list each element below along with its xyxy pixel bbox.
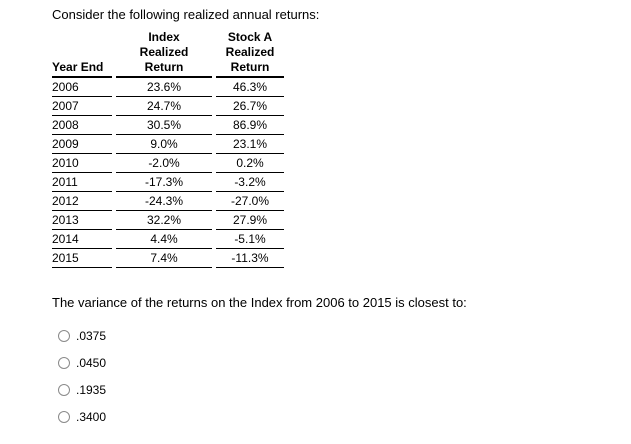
index-return-cell: 4.4%: [116, 230, 212, 249]
stock-return-cell: 23.1%: [216, 135, 284, 154]
answer-option-2[interactable]: [58, 349, 106, 376]
table-row: [52, 135, 284, 154]
index-return-cell: 30.5%: [116, 116, 212, 135]
table-row: [52, 230, 284, 249]
intro-text: Consider the following realized annual returns:: [52, 7, 320, 22]
answer-option-4[interactable]: [58, 403, 106, 430]
radio-button[interactable]: [58, 330, 70, 342]
index-return-cell: 32.2%: [116, 211, 212, 230]
answer-option-label: .0450: [76, 355, 107, 370]
table-row: [52, 249, 284, 268]
stock-return-cell: 46.3%: [216, 77, 284, 97]
year-end-header: Year End: [52, 30, 112, 77]
year-cell: 2014: [52, 230, 112, 249]
answer-option-3[interactable]: [58, 376, 106, 403]
radio-button[interactable]: [58, 384, 70, 396]
year-cell: 2011: [52, 173, 112, 192]
index-return-cell: 24.7%: [116, 97, 212, 116]
table-row: [52, 77, 284, 97]
answer-option-1[interactable]: [58, 322, 106, 349]
answer-option-label: .0375: [76, 328, 107, 343]
answer-option-label: .1935: [76, 382, 107, 397]
question-text: The variance of the returns on the Index from 2006 to 2015 is closest to:: [52, 295, 467, 310]
year-cell: 2007: [52, 97, 112, 116]
index-return-cell: -17.3%: [116, 173, 212, 192]
year-cell: 2008: [52, 116, 112, 135]
answer-option-label: .3400: [76, 409, 107, 424]
index-return-header: Index Realized Return: [116, 30, 212, 77]
table-row: [52, 154, 284, 173]
index-return-cell: -24.3%: [116, 192, 212, 211]
returns-table: [52, 30, 284, 268]
index-return-cell: 9.0%: [116, 135, 212, 154]
stock-return-cell: 27.9%: [216, 211, 284, 230]
stock-return-cell: -27.0%: [216, 192, 284, 211]
stock-return-cell: -5.1%: [216, 230, 284, 249]
year-cell: 2010: [52, 154, 112, 173]
radio-button[interactable]: [58, 357, 70, 369]
table-header-row: [52, 30, 284, 77]
year-cell: 2009: [52, 135, 112, 154]
answer-options: [58, 322, 106, 430]
index-return-cell: 23.6%: [116, 77, 212, 97]
stock-return-cell: -11.3%: [216, 249, 284, 268]
table-row: [52, 173, 284, 192]
stock-return-cell: -3.2%: [216, 173, 284, 192]
stock-a-return-header: Stock A Realized Return: [216, 30, 284, 77]
stock-return-cell: 26.7%: [216, 97, 284, 116]
year-cell: 2015: [52, 249, 112, 268]
year-cell: 2012: [52, 192, 112, 211]
index-return-cell: 7.4%: [116, 249, 212, 268]
year-cell: 2006: [52, 77, 112, 97]
table-row: [52, 211, 284, 230]
year-cell: 2013: [52, 211, 112, 230]
table-row: [52, 97, 284, 116]
stock-return-cell: 86.9%: [216, 116, 284, 135]
radio-button[interactable]: [58, 411, 70, 423]
index-return-cell: -2.0%: [116, 154, 212, 173]
table-row: [52, 116, 284, 135]
stock-return-cell: 0.2%: [216, 154, 284, 173]
table-row: [52, 192, 284, 211]
